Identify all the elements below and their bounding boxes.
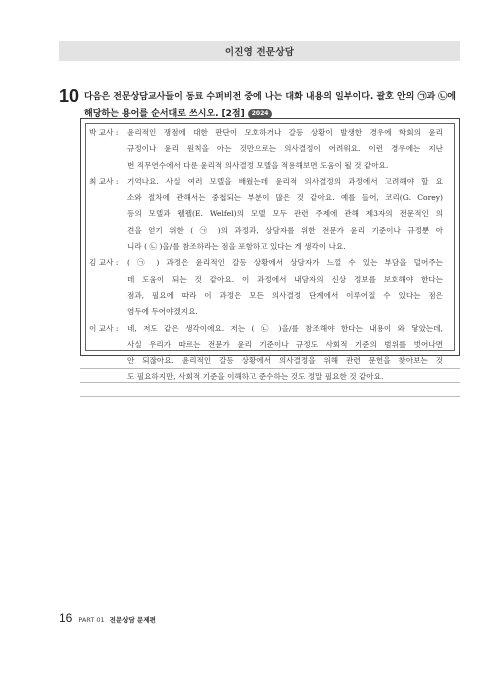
speaker-label: 최 교사 : — [89, 176, 119, 186]
dialog-turn — [89, 255, 443, 320]
header-title: 이진영 전문상담 — [224, 47, 295, 58]
dialog-line: ( ㉠ ) 과정은 윤리적인 갈등 상황에서 상담자가 느낄 수 있는 부담을 덜어주는 — [127, 258, 443, 268]
dialog-line: 네, 저도 같은 생각이에요. 저는 ( ㉡ )을/를 참조해야 한다는 내용이 와 닿았는데, — [127, 323, 443, 333]
dialog-box — [80, 118, 460, 382]
speaker-label: 박 교사 : — [89, 128, 119, 137]
dialog-turn — [89, 321, 443, 386]
dialog-line: 견을 얻기 위한 ( ㉠ )의 과정과, 상담자를 위한 전문가 윤리 기준이나 규정뿐 아 — [127, 225, 443, 235]
speaker-lines — [127, 174, 443, 255]
header-bar — [59, 41, 460, 61]
speaker-lines — [127, 321, 443, 386]
page-number: 16 — [59, 611, 73, 625]
dialog-turn — [89, 125, 443, 174]
speaker-lines — [127, 125, 443, 174]
dialog-line: 등의 모델과 웰펠(E. Welfel)의 모델 모두 관련 주제에 관해 제3자의 전문적인 의 — [127, 209, 443, 219]
speaker-label: 이 교사 : — [89, 323, 119, 333]
footer-section: 전문상담 문제편 — [109, 616, 156, 624]
question-instruction: 해당하는 용어를 순서대로 쓰시오. — [84, 109, 219, 119]
answer-line[interactable] — [80, 396, 460, 397]
dialog-line: 점과, 필요에 따라 이 과정은 모든 의사결정 단계에서 이루어질 수 있다는 점은 — [127, 290, 443, 300]
dialog-line: 데 도움이 되는 것 같아요. 이 과정에서 내담자의 신상 정보를 보호해야 한다는 — [127, 274, 443, 284]
question-text-line-1: 다음은 전문상담교사들이 동료 수퍼비전 중에 나는 대화 내용의 일부이다. 괄호 안의 ㉠과 ㉡에 — [84, 92, 457, 102]
dialog-line: 번 직무연수에서 다룬 윤리적 의사결정 모델을 적용해보면 도움이 될 것 같아요. — [127, 160, 389, 170]
dialog-line: 윤리적인 쟁점에 대한 판단이 모호하거나 갈등 상황이 발생한 경우에 학회의 윤리 — [127, 128, 443, 137]
dialog-line: 니라 ( ㉡ )을/를 참조하라는 점을 포함하고 있다는 게 생각이 나요. — [127, 242, 346, 252]
footer-part: PART 01 — [78, 616, 105, 624]
dialog-turn — [89, 174, 443, 255]
speaker-lines — [127, 255, 443, 320]
dialog-line: 도 필요하지만, 사회적 기준을 이해하고 준수하는 것도 정말 필요한 것 같아요. — [127, 372, 384, 382]
question-number: 10 — [59, 86, 80, 106]
dialog-line: 규정이나 윤리 원칙을 아는 것만으로는 의사결정이 어려워요. 이런 경우에는 지난 — [127, 144, 443, 154]
speaker-label: 김 교사 : — [89, 258, 119, 268]
answer-line[interactable] — [80, 368, 460, 369]
year-badge: 2024 — [248, 109, 273, 119]
dialog-line: 염두에 두어야겠지요. — [127, 307, 198, 317]
dialog-line: 기억나요. 사실 여러 모델을 배웠는데 윤리적 의사결정의 과정에서 고려해야 할 요 — [127, 176, 443, 186]
dialog-line: 안 되잖아요. 윤리적인 갈등 상황에서 의사결정을 위해 관련 문헌을 찾아보는 것 — [127, 356, 443, 366]
answer-line[interactable] — [80, 382, 460, 383]
dialog-line: 소와 절차에 관해서는 중첩되는 부분이 많은 것 같아요. 예를 들어, 코리(G. Corey) — [127, 193, 443, 203]
question-points: [2점] — [221, 109, 245, 119]
dialog-line: 사실 우리가 따르는 전문가 윤리 기준이나 규정도 사회적 기준의 범위를 벗어나면 — [127, 339, 443, 349]
dialog-content — [89, 125, 443, 386]
footer — [59, 611, 156, 625]
